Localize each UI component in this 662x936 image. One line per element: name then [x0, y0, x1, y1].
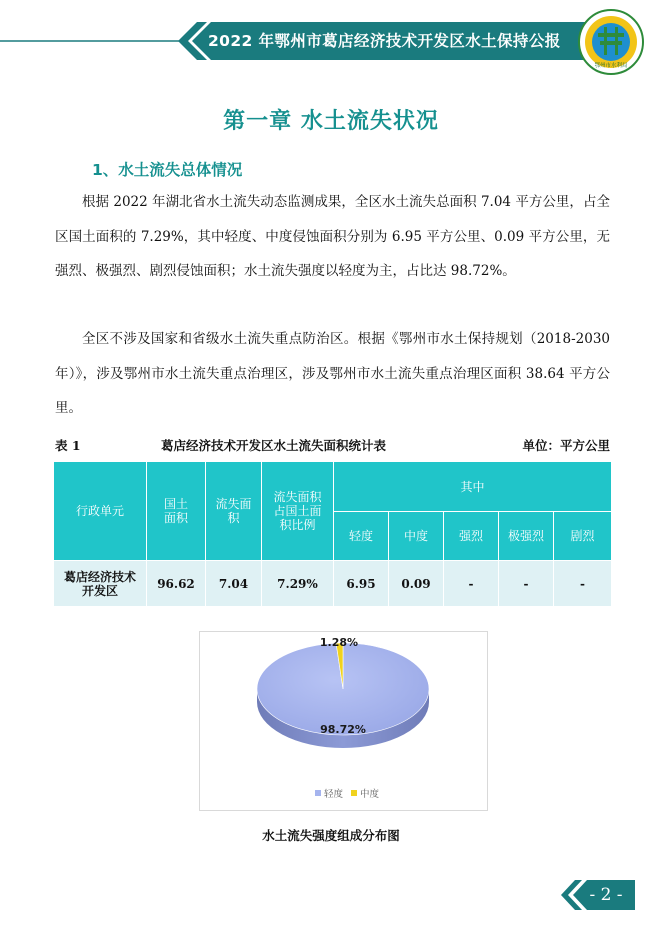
chapter-title: 第一章 水土流失状况 [223, 109, 439, 134]
table-row [54, 561, 612, 607]
legend-swatch-light [315, 790, 321, 796]
td-admin-unit: 葛店经济技术开发区 [54, 561, 147, 607]
legend-label-light: 轻度 [324, 789, 344, 800]
th-severe: 剧烈 [554, 512, 612, 561]
data-label-light: 98.72% [320, 723, 366, 736]
td-loss-area: 7.04 [206, 561, 262, 607]
th-very-intense: 极强烈 [499, 512, 554, 561]
td-very-intense: - [499, 561, 554, 607]
header-banner [0, 0, 662, 80]
pie-chart [199, 631, 488, 811]
pie-chart-svg [200, 632, 487, 810]
th-land-area: 国土面积 [147, 462, 206, 561]
td-light: 6.95 [334, 561, 389, 607]
paragraph-overview: 根据 2022 年湖北省水土流失动态监测成果，全区水土流失总面积 7.04 平方公里，占全区国土面积的 7.29%，其中轻度、中度侵蚀面积分别为 6.95 平方公里、0.09 平方公里，无强烈、极强烈、剧烈侵蚀面积；水土流失强度以轻度为主，占比达 98.72%。 [55, 194, 610, 279]
th-intense: 强烈 [444, 512, 499, 561]
table-caption [55, 436, 610, 456]
th-loss-area: 流失面积 [206, 462, 262, 561]
td-moderate: 0.09 [389, 561, 444, 607]
soil-loss-table [53, 461, 612, 607]
td-land-area: 96.62 [147, 561, 206, 607]
section-title: 1、水土流失总体情况 [92, 161, 243, 179]
th-among: 其中 [334, 462, 612, 512]
th-loss-ratio: 流失面积占国土面积比例 [262, 462, 334, 561]
table-number: 表 1 [55, 438, 81, 453]
table-name: 葛店经济技术开发区水土流失面积统计表 [161, 438, 387, 453]
td-intense: - [444, 561, 499, 607]
chart-caption: 水土流失强度组成分布图 [262, 828, 400, 843]
table-unit: 单位：平方公里 [522, 438, 610, 453]
th-light: 轻度 [334, 512, 389, 561]
td-severe: - [554, 561, 612, 607]
paragraph-key-zones: 全区不涉及国家和省级水土流失重点防治区。根据《鄂州市水土保持规划（2018-2030 年）》，涉及鄂州市水土流失重点治理区，涉及鄂州市水土流失重点治理区面积 38.64 平方公里。 [55, 331, 610, 416]
legend-swatch-moderate [351, 790, 357, 796]
data-label-moderate: 1.28% [319, 636, 359, 649]
th-moderate: 中度 [389, 512, 444, 561]
table-header-row [54, 462, 612, 512]
report-title: 2022 年鄂州市葛店经济技术开发区水土保持公报 [208, 32, 561, 50]
td-loss-ratio: 7.29% [262, 561, 334, 607]
logo-caption: 鄂州市水利局 [594, 63, 628, 69]
legend-label-moderate: 中度 [360, 789, 380, 800]
th-admin-unit: 行政单元 [54, 462, 147, 561]
page-number: - 2 - [589, 885, 623, 905]
